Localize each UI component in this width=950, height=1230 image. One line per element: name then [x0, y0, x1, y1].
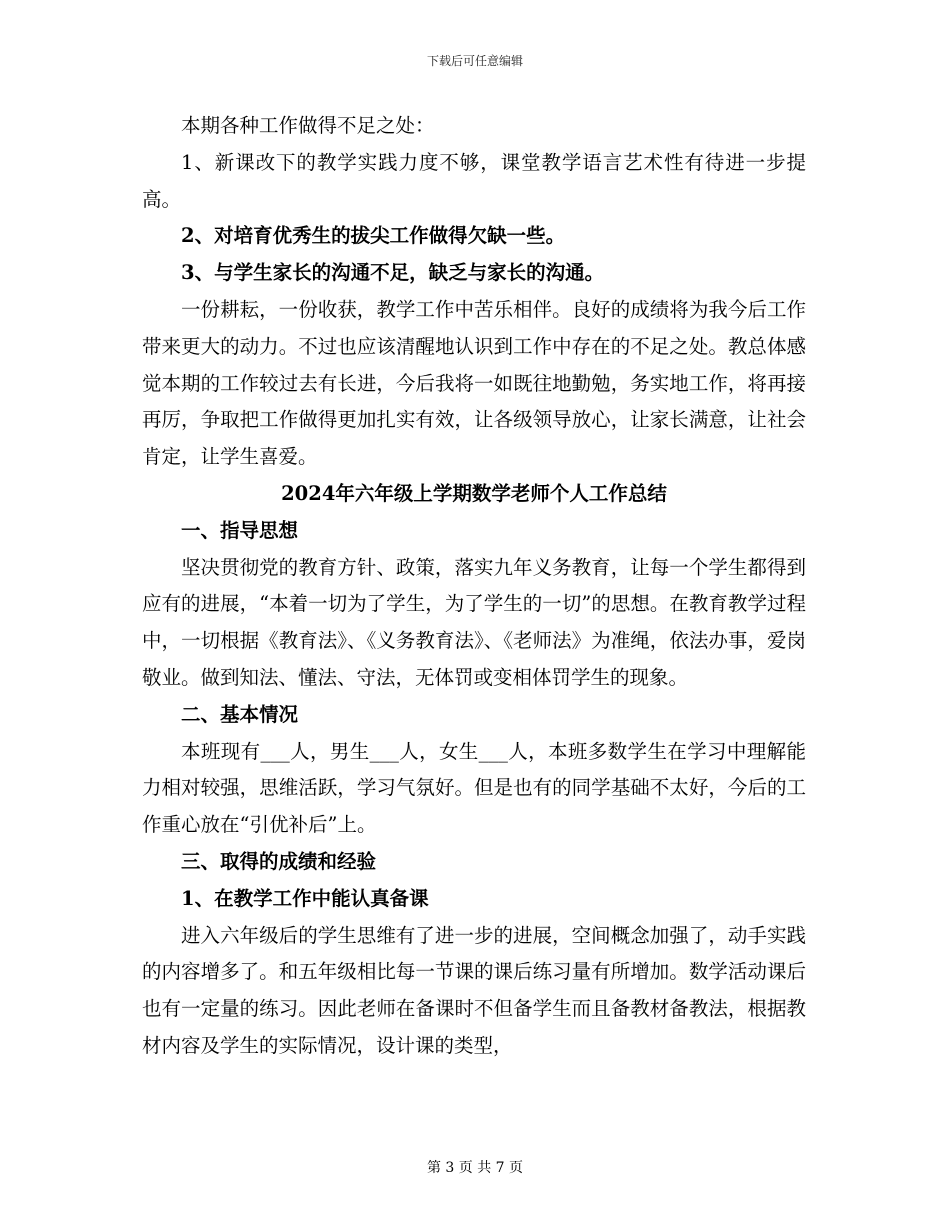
page-header: 下载后可任意编辑: [426, 54, 523, 68]
heading-achievements: 三、取得的成绩和经验: [181, 849, 377, 873]
paragraph-lesson-preparation: 进入六年级后的学生思维有了进一步的进展，空间概念加强了，动手实践的内容增多了。和五年级相比每一节课的课后练习量有所增加。数学活动课后也有一定量的练习。因此老师在备课时不但备学生而且备教材备教法，根据教材内容及学生的实际情况，设计课的类型，: [142, 923, 806, 1057]
heading-guiding-ideology: 一、指导思想: [181, 518, 299, 542]
paragraph-conclusion: 一份耕耘，一份收获，教学工作中苦乐相伴。良好的成绩将为我今后工作带来更大的动力。不过也应该清醒地认识到工作中存在的不足之处。教总体感觉本期的工作较过去有长进，今后我将一如既往地勤勉，务实地工作，将再接再厉，争取把工作做得更加扎实有效，让各级领导放心，让家长满意，让社会肯定，让学生喜爱。: [142, 297, 806, 469]
paragraph-basic-situation: 本班现有___人，男生___人，女生___人，本班多数学生在学习中理解能力相对较强，思维活跃，学习气氛好。但是也有的同学基础不太好，今后的工作重心放在“引优补后”上。: [142, 739, 806, 837]
paragraph-shortcoming-1: 1、新课改下的教学实践力度不够，课堂教学语言艺术性有待进一步提高。: [142, 150, 806, 211]
document-body: [142, 108, 806, 1065]
paragraph-shortcoming-3: 3、与学生家长的沟通不足，缺乏与家长的沟通。: [181, 261, 605, 285]
section-title: 2024年六年级上学期数学老师个人工作总结: [281, 481, 667, 505]
paragraph-guiding-ideology: 坚决贯彻党的教育方针、政策，落实九年义务教育，让每一个学生都得到应有的进展，“本着一切为了学生，为了学生的一切”的思想。在教育教学过程中，一切根据《教育法》、《义务教育法》、《老师法》为准绳，依法办事，爱岗敬业。做到知法、懂法、守法，无体罚或变相体罚学生的现象。: [142, 555, 806, 689]
paragraph-shortcoming-2: 2、对培育优秀生的拔尖工作做得欠缺一些。: [181, 224, 566, 248]
heading-basic-situation: 二、基本情况: [181, 702, 299, 726]
page-footer: 第 3 页 共 7 页: [426, 1160, 524, 1176]
paragraph-shortcomings-intro: 本期各种工作做得不足之处：: [181, 114, 435, 137]
heading-lesson-preparation: 1、在教学工作中能认真备课: [181, 886, 429, 910]
